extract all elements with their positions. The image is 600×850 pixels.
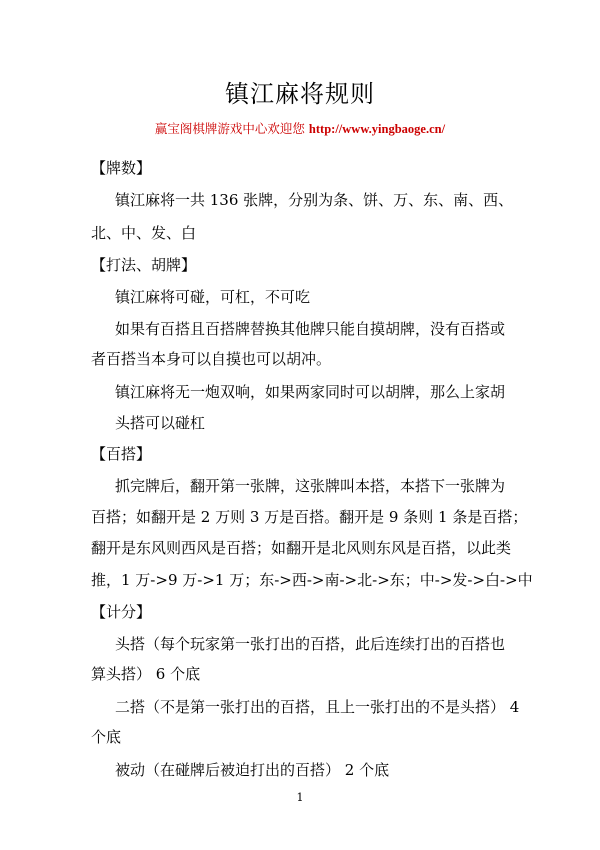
section-heading-scoring: 【计分】 [91, 603, 152, 621]
paragraph-line: 镇江麻将无一炮双响，如果两家同时可以胡牌，那么上家胡 [115, 383, 506, 401]
document-title: 镇江麻将规则 [225, 80, 375, 108]
paragraph-line: 推，1 万->9 万->1 万；东->西->南->北->东；中->发->白->中 [91, 571, 533, 589]
paragraph-line: 头搭可以碰杠 [115, 414, 206, 432]
paragraph-line: 如果有百搭且百搭牌替换其他牌只能自摸胡牌，没有百搭或 [115, 320, 506, 338]
paragraph-line: 翻开是东风则西风是百搭；如翻开是北风则东风是百搭，以此类 [91, 539, 512, 557]
welcome-banner [0, 121, 600, 137]
paragraph-line: 者百搭当本身可以自摸也可以胡冲。 [91, 350, 332, 368]
paragraph-line: 北、中、发、白 [91, 224, 197, 242]
paragraph-line: 算头搭） 6 个底 [91, 665, 201, 683]
section-heading-tiles: 【牌数】 [91, 159, 152, 177]
paragraph-line: 镇江麻将可碰，可杠，不可吃 [115, 288, 311, 306]
paragraph-line: 镇江麻将一共 136 张牌，分别为条、饼、万、东、南、西、 [115, 191, 514, 209]
website-link[interactable]: http://www.yingbaoge.cn/ [308, 122, 446, 136]
paragraph-line: 二搭（不是第一张打出的百搭，且上一张打出的不是头搭） 4 [115, 698, 520, 716]
paragraph-line: 头搭（每个玩家第一张打出的百搭，此后连续打出的百搭也 [115, 635, 506, 653]
section-heading-play: 【打法、胡牌】 [91, 256, 197, 274]
section-heading-wildcard: 【百搭】 [91, 445, 152, 463]
paragraph-line: 个底 [91, 728, 122, 746]
welcome-text: 赢宝阁棋牌游戏中心欢迎您 [154, 121, 305, 136]
paragraph-line: 抓完牌后，翻开第一张牌，这张牌叫本搭，本搭下一张牌为 [115, 477, 506, 495]
paragraph-line: 百搭；如翻开是 2 万则 3 万是百搭。翻开是 9 条则 1 条是百搭； [91, 508, 528, 526]
page-number: 1 [296, 791, 304, 804]
paragraph-line: 被动（在碰牌后被迫打出的百搭） 2 个底 [115, 761, 390, 779]
